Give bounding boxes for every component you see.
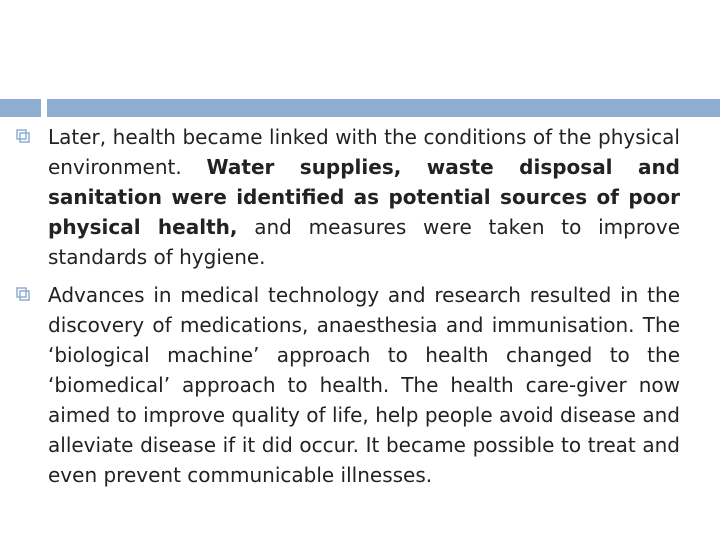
bullet-list [16,122,680,498]
bullet-2-segment-1: Advances in medical technology and research resulted in the discovery of medications, anaesthesia and immunisation. The ‘biological machine’ approach to health changed to the ‘biomedical’ approach to health. The health care-giver now aimed to improve quality of life, help people avoid disease and alleviate disease if it did occur. It became possible to treat and even prevent communicable illnesses. [48,283,680,487]
bullet-text-hygiene [48,122,680,272]
bullet-item-hygiene [16,122,680,272]
hollow-square-icon [16,287,30,301]
bullet-1-segment-1: Later, health became linked with the conditions of the physical environment. [48,125,680,179]
header-accent-bar-right [47,99,720,117]
hollow-square-icon [16,129,30,143]
bullet-1-segment-3: and measures were taken to improve standards of hygiene. [48,215,680,269]
bullet-1-segment-2-bold: Water supplies, waste disposal and sanitation were identified as potential sources of poor physical health, [48,155,680,239]
bullet-item-medical-advances [16,280,680,490]
header-accent-bar-left [0,99,41,117]
bullet-text-medical-advances [48,280,680,490]
